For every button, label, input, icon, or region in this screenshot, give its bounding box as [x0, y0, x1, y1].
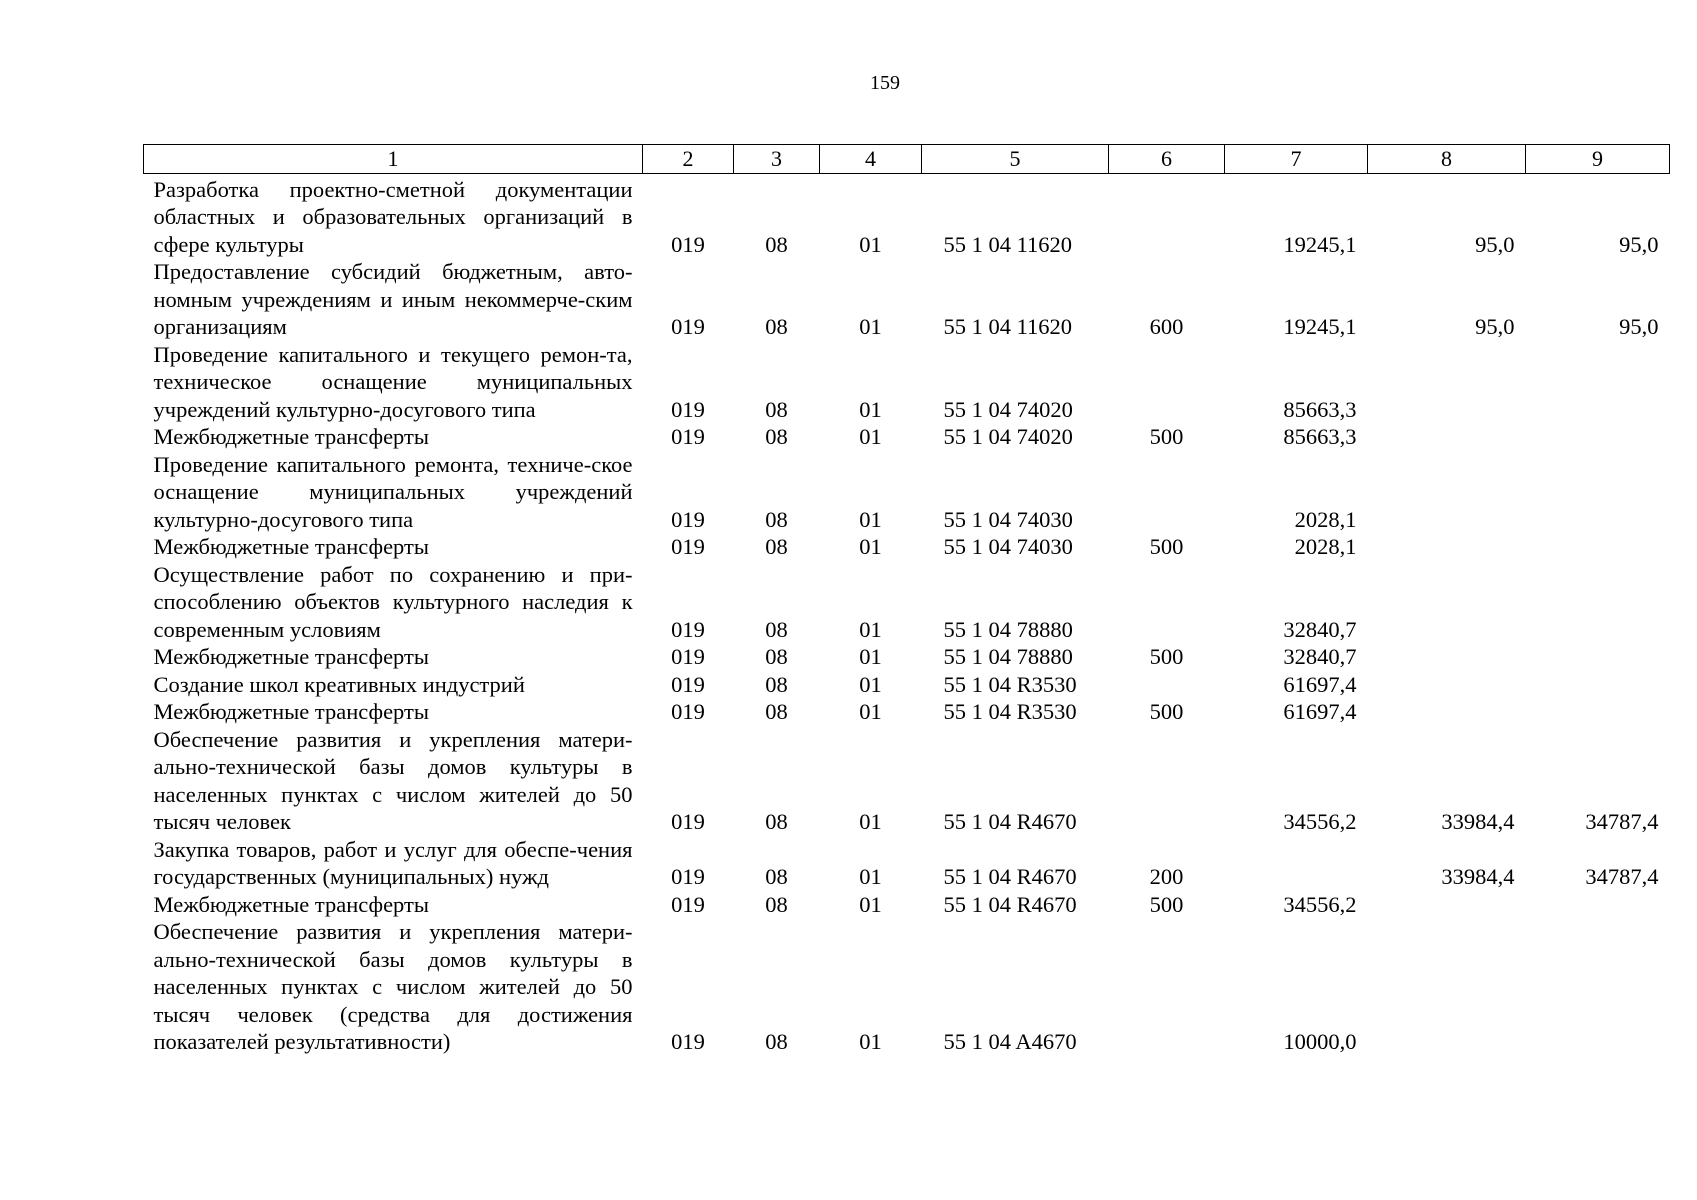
- cell-amount-col8: [1368, 423, 1526, 451]
- cell-subsection-code: 01: [859, 424, 882, 449]
- cell-amount-col7: 32840,7: [1283, 644, 1357, 669]
- cell-amount-col9: [1526, 698, 1670, 726]
- cell-ministry-code: 019: [671, 809, 705, 834]
- cell-amount-col7: 34556,2: [1283, 891, 1357, 917]
- cell-expense-type: [1109, 726, 1225, 836]
- cell-expense-type: [1109, 918, 1225, 1056]
- cell-subsection-code: 01: [859, 396, 882, 422]
- cell-ministry-code: 019: [671, 231, 705, 257]
- cell-section-code: 08: [765, 891, 788, 917]
- cell-amount-col8: [1368, 341, 1526, 424]
- cell-amount-col9: 95,0: [1619, 314, 1659, 339]
- cell-amount-col9: 34787,4: [1585, 809, 1659, 834]
- cell-amount-col7: 85663,3: [1283, 424, 1357, 449]
- cell-amount-col7: 34556,2: [1283, 809, 1357, 834]
- cell-amount-col9: 34787,4: [1585, 864, 1659, 889]
- cell-amount-col8: [1368, 561, 1526, 644]
- cell-amount-col9: [1526, 341, 1670, 424]
- column-header: 9: [1526, 145, 1670, 174]
- table-row: [144, 423, 1670, 451]
- cell-expense-type: [1109, 671, 1225, 699]
- cell-ministry-code: 019: [671, 314, 705, 339]
- cell-amount-col8: [1368, 451, 1526, 534]
- cell-ministry-code: 019: [671, 864, 705, 889]
- cell-amount-col7: 10000,0: [1283, 1029, 1357, 1054]
- column-header: 2: [643, 145, 734, 174]
- table-row: [144, 173, 1670, 258]
- cell-amount-col8: 33984,4: [1441, 864, 1515, 889]
- cell-amount-col7: 2028,1: [1294, 506, 1357, 532]
- table-row: [144, 561, 1670, 644]
- cell-expense-type: [1109, 341, 1225, 424]
- row-description: Проведение капитального ремонта, техниче-ское оснащение муниципальных учреждений культурно-досугового типа: [153, 451, 633, 532]
- row-description: Обеспечение развития и укрепления матери-ально-технической базы домов культуры в населенных пунктах с числом жителей до 50 тысяч человек: [153, 726, 633, 834]
- row-description: Разработка проектно-сметной документации областных и образовательных организаций в сфере культуры: [153, 176, 633, 257]
- row-description: Обеспечение развития и укрепления матери-ально-технической базы домов культуры в населенных пунктах с числом жителей до 50 тысяч человек (средства для достижения показателей результативности): [153, 919, 633, 1054]
- table-row: [144, 891, 1670, 919]
- cell-amount-col8: [1368, 698, 1526, 726]
- column-header: 6: [1109, 145, 1225, 174]
- cell-section-code: 08: [765, 506, 788, 532]
- cell-ministry-code: 019: [671, 699, 705, 724]
- cell-section-code: 08: [765, 314, 788, 339]
- row-description: Межбюджетные трансферты: [153, 534, 429, 559]
- cell-amount-col7: 19245,1: [1283, 314, 1357, 339]
- cell-subsection-code: 01: [859, 1029, 882, 1054]
- row-description: Межбюджетные трансферты: [153, 891, 429, 917]
- cell-amount-col7: [1225, 836, 1368, 891]
- cell-section-code: 08: [765, 424, 788, 449]
- table-row: [144, 671, 1670, 699]
- table-row: [144, 726, 1670, 836]
- cell-expense-type: 500: [1149, 699, 1184, 724]
- cell-amount-col7: 32840,7: [1283, 616, 1357, 642]
- cell-ministry-code: 019: [671, 671, 705, 697]
- cell-ministry-code: 019: [671, 424, 705, 449]
- cell-expense-type: [1109, 173, 1225, 258]
- column-header: 7: [1225, 145, 1368, 174]
- cell-amount-col8: 95,0: [1475, 314, 1515, 339]
- row-description: Межбюджетные трансферты: [153, 424, 429, 449]
- table-row: [144, 836, 1670, 891]
- cell-amount-col7: 61697,4: [1283, 699, 1357, 724]
- cell-expense-type: 500: [1149, 424, 1184, 449]
- cell-subsection-code: 01: [859, 534, 882, 559]
- cell-ministry-code: 019: [671, 891, 705, 917]
- cell-amount-col8: 33984,4: [1441, 809, 1515, 834]
- cell-target-article: 55 1 04 R3530: [943, 699, 1077, 724]
- table-row: [144, 918, 1670, 1056]
- cell-amount-col9: 95,0: [1619, 231, 1659, 257]
- cell-target-article: 55 1 04 74030: [943, 534, 1073, 559]
- cell-section-code: 08: [765, 809, 788, 834]
- column-header: 5: [922, 145, 1109, 174]
- row-description: Осуществление работ по сохранению и при-способлению объектов культурного наследия к современным условиям: [153, 561, 633, 642]
- cell-amount-col8: 95,0: [1475, 231, 1515, 257]
- column-header: 1: [144, 145, 643, 174]
- row-description: Межбюджетные трансферты: [153, 699, 429, 724]
- row-description: Закупка товаров, работ и услуг для обеспе-чения государственных (муниципальных) нужд: [153, 836, 633, 889]
- budget-table: [143, 144, 1670, 1056]
- cell-target-article: 55 1 04 R4670: [943, 864, 1077, 889]
- cell-subsection-code: 01: [859, 616, 882, 642]
- cell-ministry-code: 019: [671, 506, 705, 532]
- cell-target-article: 55 1 04 R4670: [943, 809, 1077, 834]
- cell-section-code: 08: [765, 644, 788, 669]
- cell-ministry-code: 019: [671, 644, 705, 669]
- cell-amount-col9: [1526, 671, 1670, 699]
- cell-section-code: 08: [765, 231, 788, 257]
- cell-expense-type: 500: [1149, 534, 1184, 559]
- table-row: [144, 643, 1670, 671]
- cell-target-article: 55 1 04 78880: [943, 616, 1073, 642]
- cell-amount-col9: [1526, 918, 1670, 1056]
- cell-target-article: 55 1 04 74030: [943, 506, 1073, 532]
- cell-expense-type: [1109, 451, 1225, 534]
- cell-subsection-code: 01: [859, 671, 882, 697]
- column-header: 3: [734, 145, 820, 174]
- cell-amount-col9: [1526, 643, 1670, 671]
- table-row: [144, 451, 1670, 534]
- cell-section-code: 08: [765, 616, 788, 642]
- cell-subsection-code: 01: [859, 699, 882, 724]
- cell-target-article: 55 1 04 11620: [943, 231, 1073, 257]
- cell-amount-col8: [1368, 671, 1526, 699]
- cell-section-code: 08: [765, 699, 788, 724]
- cell-amount-col9: [1526, 451, 1670, 534]
- cell-subsection-code: 01: [859, 809, 882, 834]
- cell-target-article: 55 1 04 A4670: [943, 1029, 1077, 1054]
- page-number: 159: [870, 72, 900, 94]
- cell-amount-col8: [1368, 643, 1526, 671]
- cell-subsection-code: 01: [859, 231, 882, 257]
- cell-amount-col9: [1526, 423, 1670, 451]
- cell-target-article: 55 1 04 78880: [943, 644, 1073, 669]
- cell-section-code: 08: [765, 396, 788, 422]
- cell-target-article: 55 1 04 74020: [943, 424, 1073, 449]
- cell-target-article: 55 1 04 R3530: [943, 671, 1077, 697]
- cell-subsection-code: 01: [859, 644, 882, 669]
- cell-section-code: 08: [765, 671, 788, 697]
- table-row: [144, 258, 1670, 341]
- cell-ministry-code: 019: [671, 534, 705, 559]
- cell-section-code: 08: [765, 864, 788, 889]
- table-row: [144, 698, 1670, 726]
- cell-ministry-code: 019: [671, 1029, 705, 1054]
- cell-amount-col9: [1526, 561, 1670, 644]
- cell-expense-type: 600: [1149, 314, 1184, 339]
- cell-subsection-code: 01: [859, 506, 882, 532]
- cell-ministry-code: 019: [671, 616, 705, 642]
- cell-target-article: 55 1 04 R4670: [943, 891, 1077, 917]
- cell-amount-col8: [1368, 918, 1526, 1056]
- cell-subsection-code: 01: [859, 314, 882, 339]
- cell-subsection-code: 01: [859, 864, 882, 889]
- cell-expense-type: 500: [1149, 644, 1184, 669]
- cell-section-code: 08: [765, 534, 788, 559]
- cell-subsection-code: 01: [859, 891, 882, 917]
- cell-expense-type: 200: [1149, 864, 1184, 889]
- table-row: [144, 533, 1670, 561]
- row-description: Предоставление субсидий бюджетным, авто-номным учреждениям и иным некоммерче-ским организациям: [153, 259, 633, 339]
- row-description: Проведение капитального и текущего ремон-та, техническое оснащение муниципальных учреждений культурно-досугового типа: [153, 341, 633, 422]
- column-header: 4: [820, 145, 922, 174]
- cell-amount-col7: 61697,4: [1283, 671, 1357, 697]
- cell-amount-col7: 2028,1: [1294, 534, 1357, 559]
- cell-amount-col8: [1368, 533, 1526, 561]
- table-row: [144, 341, 1670, 424]
- cell-expense-type: 500: [1149, 891, 1184, 917]
- cell-amount-col9: [1526, 533, 1670, 561]
- row-description: Межбюджетные трансферты: [153, 644, 429, 669]
- cell-ministry-code: 019: [671, 396, 705, 422]
- row-description: Создание школ креативных индустрий: [153, 671, 525, 697]
- cell-amount-col8: [1368, 891, 1526, 919]
- cell-section-code: 08: [765, 1029, 788, 1054]
- cell-amount-col7: 85663,3: [1283, 396, 1357, 422]
- table-header-row: [144, 145, 1670, 174]
- cell-target-article: 55 1 04 11620: [943, 314, 1073, 339]
- cell-amount-col9: [1526, 891, 1670, 919]
- table-body: [144, 173, 1670, 1056]
- cell-target-article: 55 1 04 74020: [943, 396, 1073, 422]
- cell-amount-col7: 19245,1: [1283, 231, 1357, 257]
- column-header: 8: [1368, 145, 1526, 174]
- cell-expense-type: [1109, 561, 1225, 644]
